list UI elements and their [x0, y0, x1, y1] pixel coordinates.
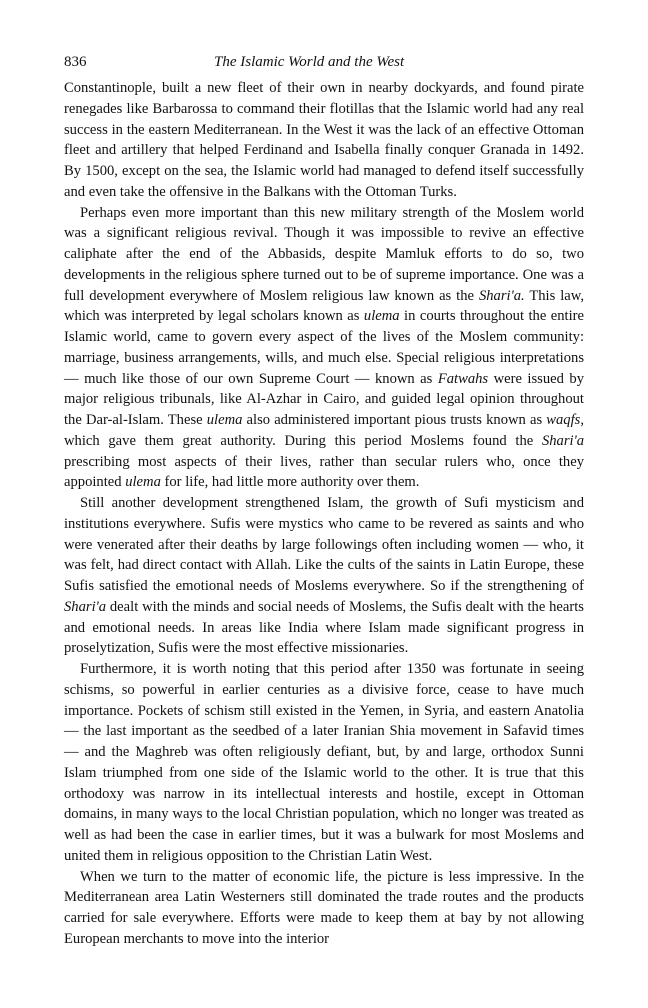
- paragraph: [64, 659, 584, 867]
- text-run: were issued by major religious tribunals, like Al-Azhar in Cairo, and guided legal opinion throughout the Dar-al-Islam. These: [64, 370, 584, 428]
- body-text: [64, 78, 584, 950]
- italic-term: ulema: [363, 308, 400, 325]
- italic-term: ulema: [206, 412, 243, 428]
- italic-term: Shari'a.: [478, 287, 525, 304]
- paragraph: [64, 203, 584, 494]
- running-head: [64, 50, 584, 74]
- text-run: also administered important pious trusts known as: [242, 412, 547, 428]
- text-run: This law, which was interpreted by legal scholars known as: [64, 287, 584, 325]
- page-number: 836: [64, 54, 87, 70]
- text-run: for life, had little more authority over them.: [160, 474, 420, 491]
- paragraph: [64, 493, 584, 659]
- running-title: The Islamic World and the West: [214, 54, 405, 70]
- text-run: in courts throughout the entire Islamic world, came to govern every aspect of the lives of the Moslem community: marriage, business arrangements, wills, and much else. Special religious interpretations — much like those of our own Supreme Court — known as: [64, 308, 584, 387]
- text-run: Constantinople, built a new fleet of their own in nearby dockyards, and found pirate renegades like Barbarossa to command their flotillas that the Islamic world had any real success in the eastern Mediterranean. In the West it was the lack of an effective Ottoman fleet and artillery that helped Ferdinand and Isabella finally conquer Granada in 1492. By 1500, except on the sea, the Islamic world had managed to defend itself successfully and even take the offensive in the Balkans with the Ottoman Turks.: [64, 80, 584, 200]
- text-run: Still another development strengthened Islam, the growth of Sufi mysticism and institutions everywhere. Sufis were mystics who came to be revered as saints and who were venerated after their deaths by large followings often including women — who, it was felt, had direct contact with Allah. Like the cults of the saints in Latin Europe, these Sufis satisfied the emotional needs of Moslems everywhere. So if the strengthening of: [64, 495, 584, 594]
- italic-term: Shari'a: [64, 598, 107, 615]
- italic-term: Shari'a: [541, 432, 584, 449]
- text-run: When we turn to the matter of economic life, the picture is less impressive. In the Mediterranean area Latin Westerners still dominated the trade routes and the products carried for sale everywhere. Efforts were made to keep them at bay by not allowing European merchants to move into the interior: [64, 868, 584, 947]
- paragraph: [64, 867, 584, 950]
- text-run: Furthermore, it is worth noting that this period after 1350 was fortunate in seeing schisms, so powerful in earlier centuries as a divisive force, cease to have much importance. Pockets of schism still existed in the Yemen, in Syria, and eastern Anatolia — the last important as the seedbed of a later Iranian Shia movement in Safavid times — and the Maghreb was often religiously defiant, but, by and large, orthodox Sunni Islam triumphed from one side of the Islamic world to the other. It is true that this orthodoxy was narrow in its intellectual interests and hostile, except in Ottoman domains, in many ways to the local Christian population, which no longer was treated as well as had been the case in earlier times, but it was a bulwark for most Moslems and united them in religious opposition to the Christian Latin West.: [64, 661, 584, 864]
- italic-term: waqfs,: [546, 412, 584, 428]
- text-run: which gave them great authority. During this period Moslems found the: [64, 432, 542, 449]
- italic-term: ulema: [125, 474, 161, 491]
- book-page: [64, 50, 584, 950]
- paragraph: [64, 78, 584, 203]
- italic-term: Fatwahs: [437, 370, 489, 387]
- text-run: Perhaps even more important than this new military strength of the Moslem world was a significant religious revival. Though it was impossible to revive an effective caliphate after the end of the Abbasids, despite Mamluk efforts to do so, two developments in the religious sphere turned out to be of supreme importance. One was a full development everywhere of Moslem religious law known as the: [64, 204, 584, 304]
- text-run: dealt with the minds and social needs of Moslems, the Sufis dealt with the hearts and emotional needs. In areas like India where Islam made significant progress in proselytization, Sufis were the most effective missionaries.: [64, 598, 584, 657]
- text-run: prescribing most aspects of their lives, rather than secular rulers who, once they appointed: [64, 453, 584, 491]
